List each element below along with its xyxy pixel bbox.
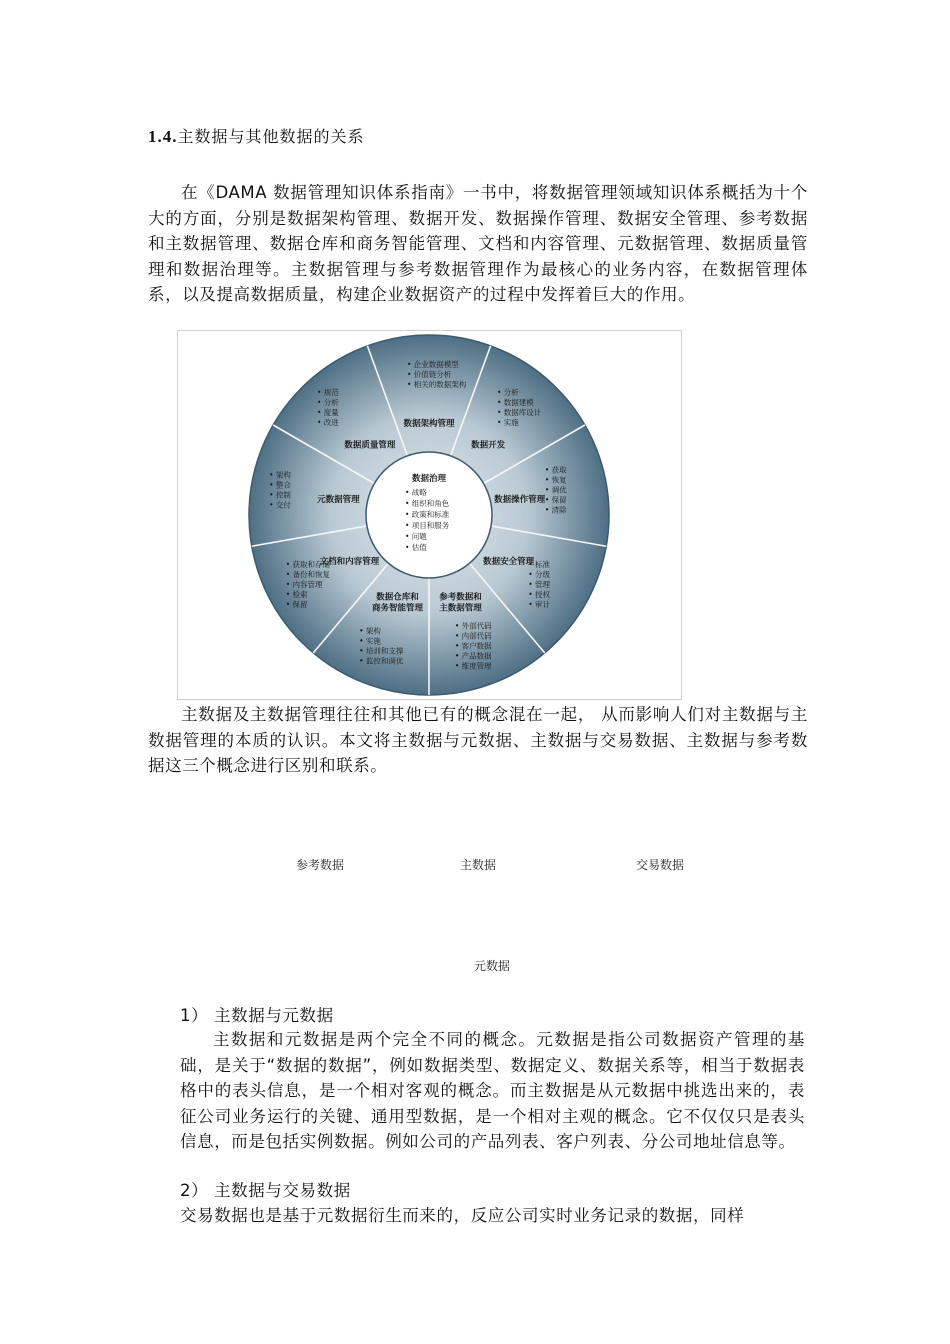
- segment-item: • 规范: [317, 387, 339, 397]
- segment-title: 数据开发: [471, 440, 506, 451]
- segment-item: • 恢复: [544, 475, 567, 485]
- segment-item: • 检索: [285, 590, 308, 599]
- segment-item: • 架构: [269, 470, 291, 480]
- segment-item: • 客户数据: [454, 641, 492, 651]
- section2-body: 交易数据也是基于元数据衍生而来的，反应公司实时业务记录的数据，同样: [180, 1206, 745, 1225]
- segment-item: • 保留: [544, 495, 567, 505]
- segment-item: • 架构: [359, 626, 381, 636]
- segment-item: • 获取和存储: [285, 560, 331, 569]
- center-item: • 战略: [405, 488, 427, 497]
- segment-item: • 培训和支撑: [359, 646, 404, 656]
- center-item: • 组织和角色: [405, 499, 450, 508]
- segment-item: • 数据建模: [496, 397, 534, 407]
- segment-item: • 内部代码: [454, 631, 492, 641]
- segment-item: • 价值链分析: [407, 370, 452, 379]
- segment-title: 数据操作管理: [494, 495, 546, 506]
- segment-item: • 产品数据: [454, 651, 492, 661]
- segment-item: • 获取: [544, 465, 567, 475]
- segment-item: • 数据库设计: [496, 407, 542, 417]
- dama-wheel-diagram: [178, 331, 681, 699]
- label-transaction-data: 交易数据: [636, 858, 685, 872]
- segment-item: • 备份和恢复: [285, 570, 331, 579]
- segment-item: • 分析: [317, 397, 339, 407]
- segment-item: • 实施: [496, 417, 519, 427]
- label-master-data: 主数据: [460, 858, 497, 872]
- segment-title: 数据质量管理: [344, 440, 396, 451]
- segment-item: • 分级: [528, 570, 551, 579]
- segment-title: 数据架构管理: [403, 419, 455, 429]
- segment-title: 数据安全管理: [483, 557, 535, 567]
- segment-item: • 调优: [544, 485, 567, 495]
- segment-item: • 度量: [317, 407, 339, 417]
- center-item: • 政策和标准: [405, 510, 450, 519]
- center-item: • 估值: [405, 543, 427, 552]
- segment-item: • 实施: [359, 636, 381, 646]
- center-title: 数据治理: [411, 474, 447, 484]
- segment-item: • 监控和调优: [359, 656, 404, 666]
- dama-wheel-figure: [177, 330, 682, 700]
- segment-item: • 审计: [528, 600, 551, 609]
- segment-item: • 分析: [496, 387, 519, 397]
- label-metadata: 元数据: [474, 959, 511, 973]
- segment-item: • 改进: [317, 417, 339, 427]
- segment-title: 文档和内容管理: [319, 557, 380, 567]
- section1-title: 1） 主数据与元数据: [180, 1006, 334, 1025]
- segment-title-line2: 主数据管理: [439, 603, 482, 614]
- label-reference-data: 参考数据: [296, 858, 345, 872]
- heading-text: 主数据与其他数据的关系: [177, 127, 365, 146]
- segment-title: 数据仓库和: [376, 592, 419, 603]
- center-item: • 问题: [405, 532, 427, 541]
- concept-paragraph: 主数据及主数据管理往往和其他已有的概念混在一起， 从而影响人们对主数据与主数据管理的本质的认识。本文将主数据与元数据、主数据与交易数据、主数据与参考数据这三个概念进行区别和联系。: [148, 705, 808, 775]
- segment-item: • 清除: [544, 505, 567, 515]
- section1-body: 主数据和元数据是两个完全不同的概念。元数据是指公司数据资产管理的基础，是关于“数据的数据”，例如数据类型、数据定义、数据关系等，相当于数据表格中的表头信息，是一个相对客观的概念。而主数据是从元数据中挑选出来的，表征公司业务运行的关键、通用型数据，是一个相对主观的概念。它不仅仅只是表头信息，而是包括实例数据。例如公司的产品列表、客户列表、分公司地址信息等。: [180, 1030, 805, 1151]
- intro-paragraph: 在《DAMA 数据管理知识体系指南》一书中，将数据管理领域知识体系概括为十个大的方面，分别是数据架构管理、数据开发、数据操作管理、数据安全管理、参考数据和主数据管理、数据仓库和商务智能管理、文档和内容管理、元数据管理、数据质量管理和数据治理等。主数据管理与参考数据管理作为最核心的业务内容，在数据管理体系，以及提高数据质量，构建企业数据资产的过程中发挥着巨大的作用。: [148, 183, 808, 304]
- segment-item: • 整合: [269, 480, 291, 490]
- segment-item: • 控制: [269, 490, 291, 500]
- section2-title: 2） 主数据与交易数据: [180, 1181, 351, 1200]
- segment-item: • 内容管理: [285, 580, 323, 589]
- segment-item: • 交付: [269, 500, 291, 510]
- segment-item: • 维度管理: [454, 661, 492, 671]
- segment-item: • 标准: [528, 560, 551, 569]
- segment-item: • 企业数据模型: [407, 360, 459, 369]
- segment-title: 元数据管理: [317, 495, 360, 506]
- segment-title-line2: 商务智能管理: [372, 603, 424, 614]
- segment-item: • 保留: [285, 600, 308, 609]
- heading-number: 1.4.: [148, 127, 178, 146]
- segment-item: • 相关的数据架构: [407, 380, 467, 389]
- segment-title: 参考数据和: [439, 592, 482, 603]
- segment-item: • 授权: [528, 590, 551, 599]
- segment-item: • 外部代码: [454, 621, 492, 631]
- center-item: • 项目和服务: [405, 521, 450, 530]
- section-heading: [148, 124, 365, 147]
- segment-item: • 管理: [528, 580, 551, 589]
